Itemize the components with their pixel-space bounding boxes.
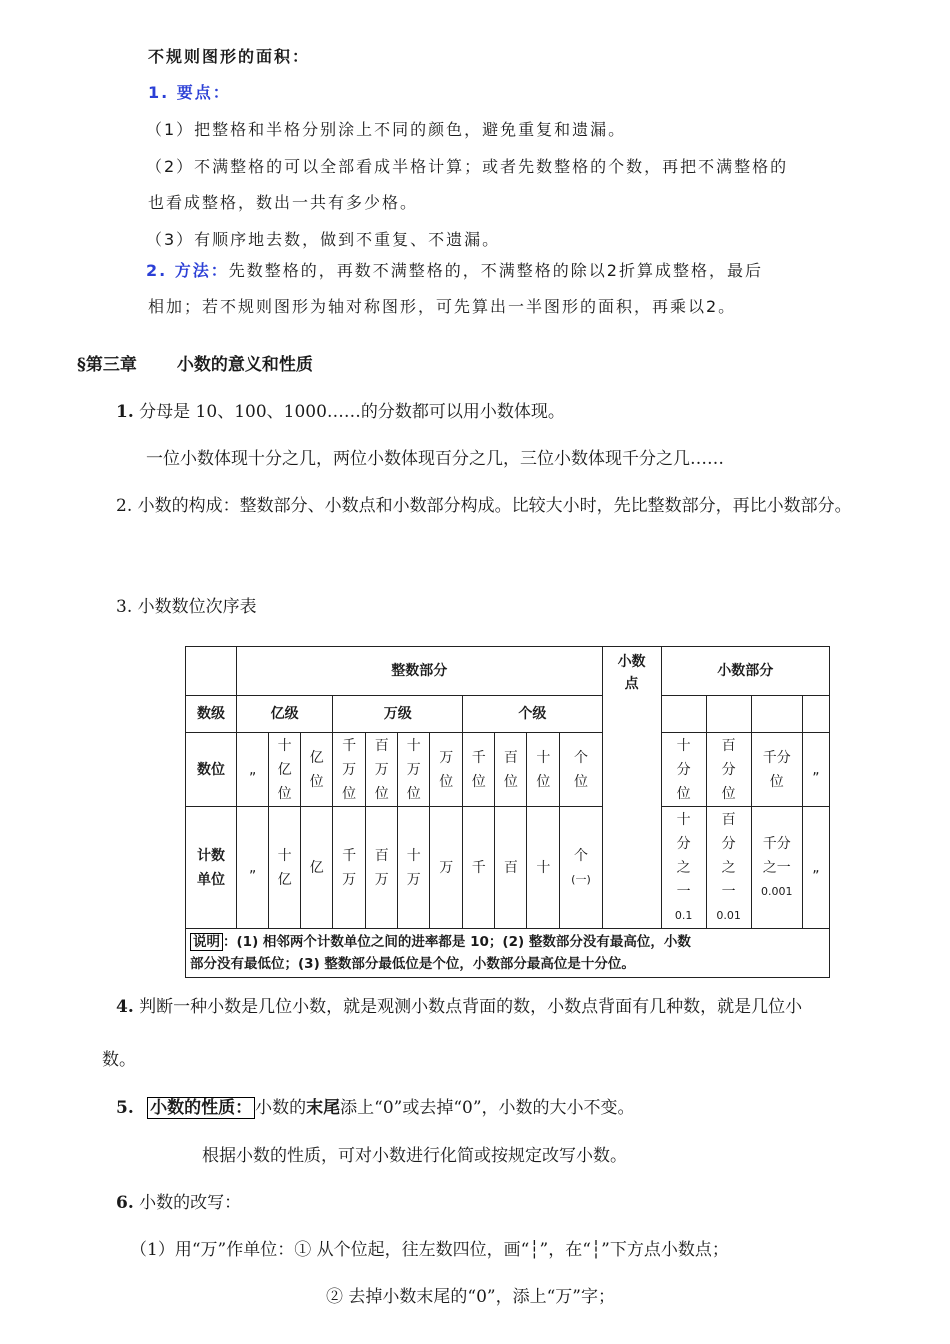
place-cell: 百 万 位 xyxy=(366,733,398,807)
item-6-step-2: ② 去掉小数末尾的“0”，添上“万”字； xyxy=(326,1287,615,1307)
unit-cell: 百 万 xyxy=(366,807,398,929)
item-1 xyxy=(116,397,565,422)
method-line-2: 相加；若不规则图形为轴对称图形，可先算出一半图形的面积，再乘以2。 xyxy=(148,297,737,316)
decimal-point-header xyxy=(602,647,661,929)
decimal-place-table xyxy=(185,646,830,978)
item-5-boxed-term: 小数的性质： xyxy=(147,1097,255,1119)
place-cell-decimal: 百 分 位 xyxy=(706,733,751,807)
point-3: （3）有顺序地去数，做到不重复、不遗漏。 xyxy=(146,230,501,249)
table-note-line-1: 说明 ：(1) 相邻两个计数单位之间的进率都是 10；(2) 整数部分没有最高位，小数 xyxy=(190,931,825,953)
point-2-line-1: （2）不满整格的可以全部看成半格计算；或者先数整格的个数，再把不满整格的 xyxy=(146,157,789,176)
level-empty xyxy=(706,696,751,733)
place-cell: 百 位 xyxy=(495,733,527,807)
place-cell: 亿 位 xyxy=(301,733,333,807)
decimal-point-label-a: 小数 xyxy=(617,654,646,670)
item-4-line-1 xyxy=(116,992,802,1017)
point-2-line-2: 也看成整格，数出一共有多少格。 xyxy=(148,193,419,212)
item-6-text: 小数的改写： xyxy=(139,1193,242,1213)
place-cell: 十 位 xyxy=(527,733,560,807)
unit-cell-decimal: 百 分 之 一 0.01 xyxy=(706,807,751,929)
chapter-number: §第三章 xyxy=(77,355,137,375)
unit-cell-decimal: 千分 之一 0.001 xyxy=(751,807,802,929)
unit-cell: 十 万 xyxy=(398,807,430,929)
corner-cell xyxy=(186,647,237,696)
level-empty xyxy=(661,696,706,733)
item-5-bold-word: 末尾 xyxy=(306,1098,341,1118)
table-note xyxy=(186,929,830,978)
unit-cell: 亿 xyxy=(301,807,333,929)
place-cell: 十 万 位 xyxy=(398,733,430,807)
item-2: 2. 小数的构成：整数部分、小数点和小数部分构成。比较大小时，先比整数部分，再比小数部分。 xyxy=(116,496,852,516)
note-box: 说明 xyxy=(190,933,223,951)
unit-cell: 十 xyxy=(527,807,560,929)
item-1-sub: 一位小数体现十分之几，两位小数体现百分之几，三位小数体现千分之几…… xyxy=(146,449,724,469)
place-cell: 十 亿 位 xyxy=(269,733,301,807)
decimal-part-header: 小数部分 xyxy=(661,647,829,696)
item-1-text: 分母是 10、100、1000……的分数都可以用小数体现。 xyxy=(139,402,565,422)
item-5: 5. 小数的性质： 小数的末尾添上“0”或去掉“0”，小数的大小不变。 xyxy=(116,1098,635,1118)
decimal-point-label-b: 点 xyxy=(624,676,639,692)
section-title: 不规则图形的面积： xyxy=(148,47,311,66)
unit-cell: 十 亿 xyxy=(269,807,301,929)
unit-cell: 百 xyxy=(495,807,527,929)
chapter-heading xyxy=(77,350,313,375)
item-4-text: 判断一种小数是几位小数，就是观测小数点背面的数，小数点背面有几种数，就是几位小 xyxy=(139,997,803,1017)
level-label: 数级 xyxy=(186,696,237,733)
unit-cell: 万 xyxy=(430,807,463,929)
unit-ellipsis: „ xyxy=(802,807,829,929)
level-wan: 万级 xyxy=(333,696,463,733)
method-text: 先数整格的，再数不满整格的，不满整格的除以2折算成整格，最后 xyxy=(228,261,763,280)
place-cell: 千 位 xyxy=(463,733,495,807)
point-1: （1）把整格和半格分别涂上不同的颜色，避免重复和遗漏。 xyxy=(146,120,627,139)
level-empty xyxy=(802,696,829,733)
level-yi: 亿级 xyxy=(237,696,333,733)
place-cell: 万 位 xyxy=(430,733,463,807)
chapter-title: 小数的意义和性质 xyxy=(176,355,313,375)
item-5-sub: 根据小数的性质，可对小数进行化简或按规定改写小数。 xyxy=(202,1146,627,1166)
item-1-number: 1. xyxy=(116,402,134,422)
level-ge: 个级 xyxy=(463,696,602,733)
level-empty xyxy=(751,696,802,733)
points-heading: 1. 要点： xyxy=(148,83,231,102)
unit-cell: 个 (一) xyxy=(560,807,602,929)
item-6-step-1: （1）用“万”作单位：① 从个位起，往左数四位，画“┆”，在“┆”下方点小数点； xyxy=(130,1240,729,1260)
unit-cell-decimal: 十 分 之 一 0.1 xyxy=(661,807,706,929)
place-label: 数位 xyxy=(186,733,237,807)
method-heading: 2. 方法： xyxy=(146,261,229,280)
unit-label: 计数 单位 xyxy=(186,807,237,929)
place-cell: 千 万 位 xyxy=(333,733,366,807)
place-cell: 个 位 xyxy=(560,733,602,807)
integer-part-header: 整数部分 xyxy=(237,647,602,696)
item-6 xyxy=(116,1188,241,1213)
place-ellipsis: „ xyxy=(237,733,269,807)
item-6-number: 6. xyxy=(116,1193,134,1213)
item-3: 3. 小数数位次序表 xyxy=(116,597,257,617)
item-4-line-2: 数。 xyxy=(102,1050,136,1070)
item-4-number: 4. xyxy=(116,997,134,1017)
method-line-1 xyxy=(146,258,763,281)
place-cell-decimal: 千分 位 xyxy=(751,733,802,807)
place-ellipsis: „ xyxy=(802,733,829,807)
place-cell-decimal: 十 分 位 xyxy=(661,733,706,807)
unit-cell: 千 xyxy=(463,807,495,929)
item-5-number: 5. xyxy=(116,1098,134,1118)
unit-ellipsis: „ xyxy=(237,807,269,929)
unit-cell: 千 万 xyxy=(333,807,366,929)
table-note-line-2: 部分没有最低位；(3) 整数部分最低位是个位，小数部分最高位是十分位。 xyxy=(190,956,635,972)
